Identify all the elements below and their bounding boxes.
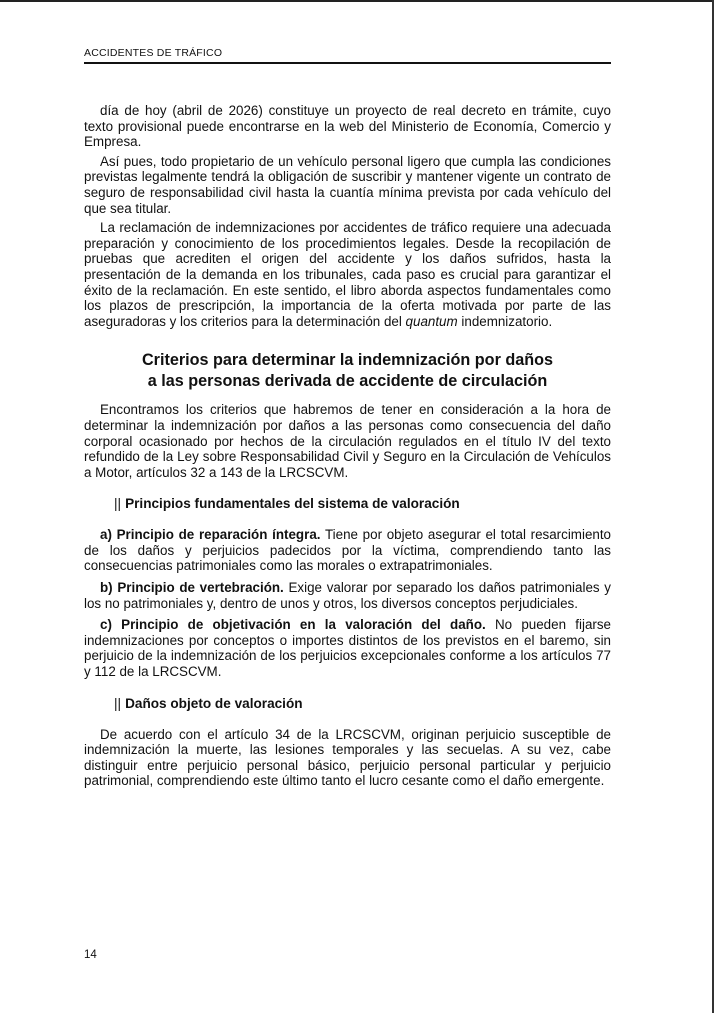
damages-paragraph: De acuerdo con el artículo 34 de la LRCSCVM, originan perjuicio susceptible de indemnización la muerte, las lesiones temporales y las secuelas. A su vez, cabe distinguir entre perjuicio personal básico, perjuicio personal particular y perjuicio patrimonial, comprendiendo este último tanto el lucro cesante como el daño emergente. [84,726,611,789]
principle-item-c [84,617,611,679]
paragraph-3-text: La reclamación de indemnizaciones por accidentes de tráfico requiere una adecuada preparación y conocimiento de los procedimientos legales. Desde la recopilación de pruebas que acrediten el origen del accidente y los daños sufridos, hasta la presentación de la demanda en los tribunales, cada paso es crucial para garantizar el éxito de la reclamación. En este sentido, el libro aborda aspectos fundamentales como los plazos de prescripción, la importancia de la oferta motivada por parte de las aseguradoras y los criterios para la determinación del [84,220,611,329]
top-border-line [0,0,714,2]
principle-text-a: Tiene por objeto asegurar el total resarcimiento de los daños y perjuicios padecidos por la víctima, comprendiendo tanto las consecuencias patrimoniales como las morales o extrapatrimoniales. [84,527,611,574]
paragraph-2: Así pues, todo propietario de un vehículo personal ligero que cumpla las condiciones previstas legalmente tendrá la obligación de suscribir y mantener vigente un contrato de seguro de responsabilidad civil hasta la cuantía mínima prevista por cada vehículo del que sea titular. [84,153,611,216]
section-intro: Encontramos los criterios que habremos de tener en consideración a la hora de determinar la indemnización por daños a las personas como consecuencia del daño corporal ocasionado por hechos de la circulación regulados en el título IV del texto refundido de la Ley sobre Responsabilidad Civil y Seguro en la Circulación de Vehículos a Motor, artículos 32 a 143 de la LRCSCVM. [84,402,611,480]
subheading-damages [114,696,611,712]
paragraph-3-end: indemnizatorio. [457,313,553,329]
subheading-damages-title: Daños objeto de valoración [125,695,303,711]
subheading-marker: || [114,496,122,512]
principle-label-c: c) Principio de objetivación en la valoración del daño. [100,617,486,633]
page-number: 14 [84,949,97,961]
section-title-line-1: Criterios para determinar la indemnización por daños [141,351,554,370]
section-title-line-2: a las personas derivada de accidente de circulación [147,372,548,391]
subheading-principles [114,496,611,512]
page-body [84,103,611,793]
quantum-italic: quantum [405,313,458,329]
principle-text-b: Exige valorar por separado los daños patrimoniales y los no patrimoniales y, dentro de unos y otros, los diversos conceptos perjudiciales. [84,580,611,611]
subheading-principles-title: Principios fundamentales del sistema de valoración [125,496,460,512]
running-head: ACCIDENTES DE TRÁFICO [84,47,611,64]
paragraph-1: día de hoy (abril de 2026) constituye un proyecto de real decreto en trámite, cuyo texto provisional puede encontrarse en la web del Ministerio de Economía, Comercio y Empresa. [84,103,611,150]
principle-label-a: a) Principio de reparación íntegra. [100,527,321,543]
section-title [84,350,611,392]
principle-item-a [84,527,611,574]
subheading-marker: || [114,695,122,711]
principle-item-b [84,580,611,611]
principle-label-b: b) Principio de vertebración. [100,580,284,596]
principle-text-c: No pueden fijarse indemnizaciones por conceptos o importes distintos de los previstos en el baremo, sin perjuicio de la indemnización de los perjuicios excepcionales conforme a los artículos 77 y 112 de la LRCSCVM. [84,617,611,680]
paragraph-3 [84,220,611,329]
